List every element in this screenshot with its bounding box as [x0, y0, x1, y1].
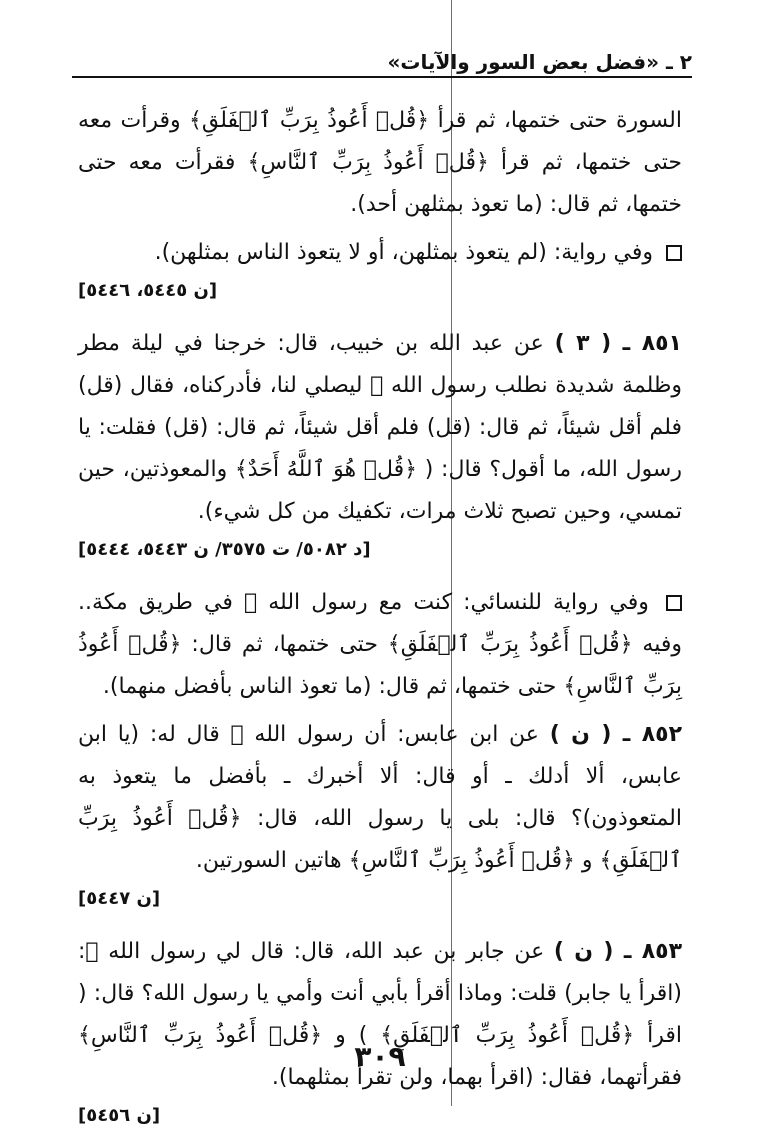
running-header: [72, 44, 692, 78]
hadith-852: [78, 714, 682, 882]
variant-text: وفي رواية: (لم يتعوذ بمثلهن، أو لا يتعوذ الناس بمثلهن).: [154, 240, 653, 265]
source-reference: [ن ٥٤٤٥، ٥٤٤٦]: [78, 280, 218, 301]
variant-narration-nasai: [78, 582, 682, 708]
source-reference: [د ٥٠٨٢/ ت ٣٥٧٥/ ن ٥٤٤٣، ٥٤٤٤]: [78, 539, 371, 560]
hadith-text: عن عبد الله بن خبيب، قال: خرجنا في ليلة مطر وظلمة شديدة نطلب رسول الله ﷺ ليصلي لنا، فأدركناه، فقال (قل) فلم أقل شيئاً، ثم قال: (قل) فلم أقل شيئاً، ثم قال: (قل) فقلت: يا رسول الله، ما أقول؟ قال: ( ﴿قُلۡ هُوَ ٱللَّهُ أَحَدٌ﴾ والمعوذتين، حين تمسي، وحين تصبح ثلاث مرات، تكفيك من كل شيء).: [78, 331, 682, 524]
square-bullet-icon: [666, 595, 682, 611]
variant-narration: [78, 232, 682, 274]
source-reference: [ن ٥٤٤٧]: [78, 888, 161, 909]
square-bullet-icon: [666, 245, 682, 261]
page-number: ٣٠٩: [354, 1040, 406, 1073]
hadith-number: ٨٥٢ ـ ( ن ): [549, 722, 683, 747]
chapter-title: ٢ ـ «فضل بعض السور والآيات»: [387, 50, 692, 74]
variant-text: وفي رواية للنسائي: كنت مع رسول الله ﷺ في طريق مكة.. وفيه ﴿قُلۡ أَعُوذُ بِرَبِّ ٱلۡفَلَقِ﴾ حتى ختمها، ثم قال: ﴿قُلۡ أَعُوذُ بِرَبِّ ٱلنَّاسِ﴾ حتى ختمها، ثم قال: (ما تعوذ الناس بأفضل منهما).: [78, 590, 682, 699]
hadith-text: عن ابن عابس: أن رسول الله ﷺ قال له: (يا ابن عابس، ألا أدلك ـ أو قال: ألا أخبرك ـ بأفضل ما يتعوذ به المتعوذون)؟ قال: بلى يا رسول الله، قال: ﴿قُلۡ أَعُوذُ بِرَبِّ ٱلۡفَلَقِ﴾ و ﴿قُلۡ أَعُوذُ بِرَبِّ ٱلنَّاسِ﴾ هاتين السورتين.: [78, 722, 682, 873]
hadith-851: [78, 323, 682, 533]
page-content: [78, 100, 682, 1148]
hadith-number: ٨٥١ ـ ( ٣ ): [554, 331, 682, 356]
header-rule: [72, 76, 692, 78]
hadith-text: عن جابر بن عبد الله، قال: قال لي رسول الله ﷺ: (اقرأ يا جابر) قلت: وماذا أقرأ بأبي أنت وأمي يا رسول الله؟ قال: ( اقرأ ﴿قُلۡ أَعُوذُ بِرَبِّ ٱلۡفَلَقِ﴾ ) و ﴿قُلۡ أَعُوذُ بِرَبِّ ٱلنَّاسِ﴾ فقرأتهما، فقال: (اقرأ بهما، ولن تقرأ بمثلهما).: [78, 939, 682, 1090]
hadith-853: [78, 931, 682, 1099]
hadith-number: ٨٥٣ ـ ( ن ): [553, 939, 683, 964]
source-reference: [ن ٥٤٥٦]: [78, 1105, 161, 1126]
continuation-paragraph: السورة حتى ختمها، ثم قرأ ﴿قُلۡ أَعُوذُ بِرَبِّ ٱلۡفَلَقِ﴾ وقرأت معه حتى ختمها، ثم قرأ ﴿قُلۡ أَعُوذُ بِرَبِّ ٱلنَّاسِ﴾ فقرأت معه حتى ختمها، ثم قال: (ما تعوذ بمثلهن أحد).: [78, 108, 682, 217]
